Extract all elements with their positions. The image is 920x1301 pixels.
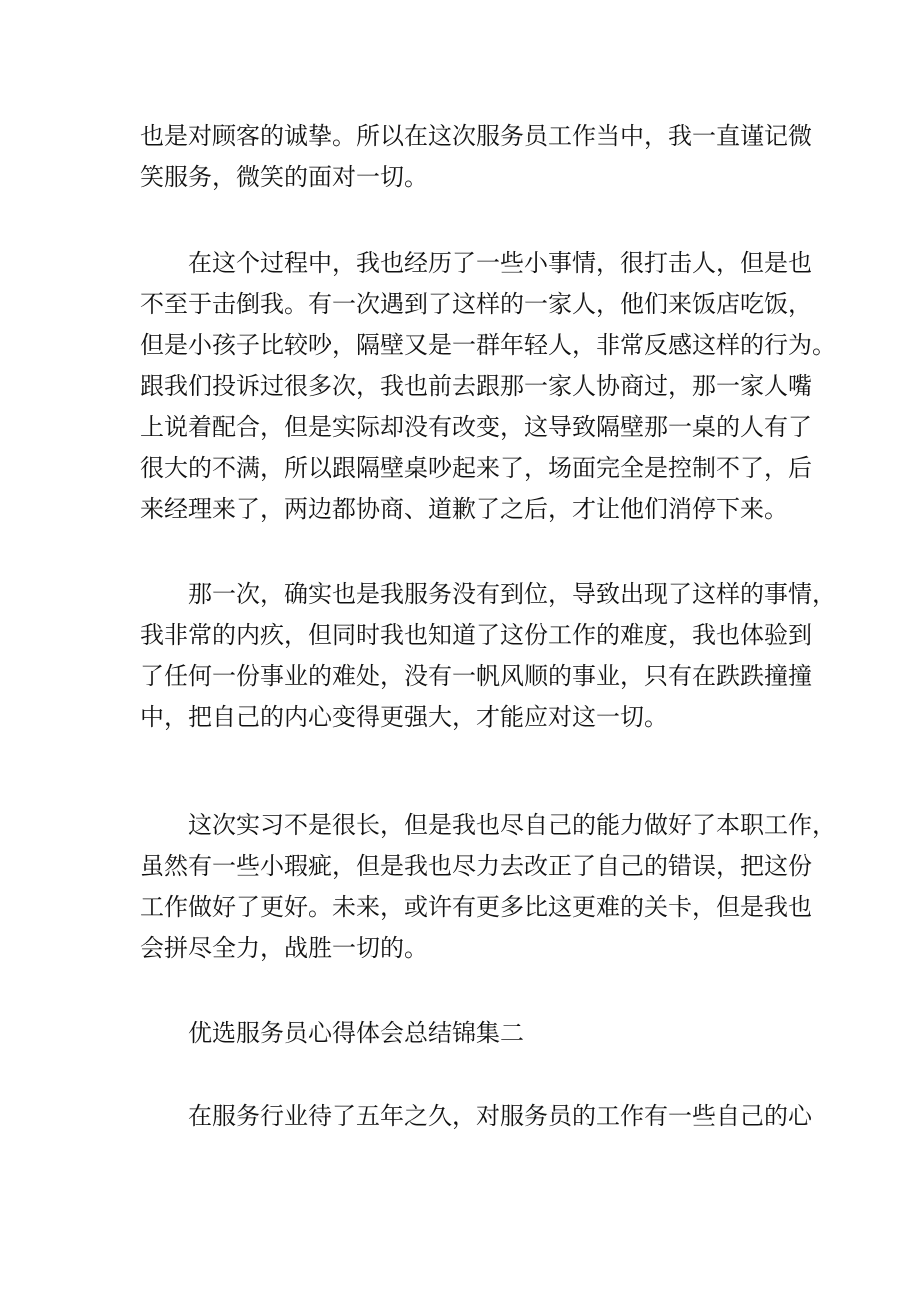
paragraph-line: 了任何一份事业的难处，没有一帆风顺的事业，只有在跌跌撞撞 — [140, 662, 812, 690]
paragraph-line: 笑服务，微笑的面对一切。 — [140, 163, 428, 191]
paragraph-2 — [140, 243, 836, 530]
paragraph-3 — [140, 574, 836, 738]
paragraph-line: 这次实习不是很长，但是我也尽自己的能力做好了本职工作， — [188, 811, 836, 839]
paragraph-line: 中，把自己的内心变得更强大，才能应对这一切。 — [140, 703, 668, 731]
paragraph-line: 我非常的内疚，但同时我也知道了这份工作的难度，我也体验到 — [140, 621, 812, 649]
paragraph-line: 那一次，确实也是我服务没有到位，导致出现了这样的事情， — [188, 580, 836, 608]
section-heading-text: 优选服务员心得体会总结锦集二 — [188, 1019, 524, 1047]
paragraph-line: 在服务行业待了五年之久，对服务员的工作有一些自己的心 — [188, 1102, 812, 1130]
paragraph-line: 在这个过程中，我也经历了一些小事情，很打击人，但是也 — [188, 249, 812, 277]
paragraph-1 — [140, 116, 812, 198]
paragraph-line: 跟我们投诉过很多次，我也前去跟那一家人协商过，那一家人嘴 — [140, 372, 812, 400]
paragraph-line: 很大的不满，所以跟隔壁桌吵起来了，场面完全是控制不了，后 — [140, 454, 812, 482]
paragraph-line: 不至于击倒我。有一次遇到了这样的一家人，他们来饭店吃饭， — [140, 290, 812, 318]
paragraph-line: 但是小孩子比较吵，隔壁又是一群年轻人，非常反感这样的行为。 — [140, 331, 836, 359]
paragraph-line: 工作做好了更好。未来，或许有更多比这更难的关卡，但是我也 — [140, 893, 812, 921]
paragraph-4 — [140, 805, 836, 969]
paragraph-line: 会拼尽全力，战胜一切的。 — [140, 934, 428, 962]
paragraph-line: 来经理来了，两边都协商、道歉了之后，才让他们消停下来。 — [140, 495, 788, 523]
paragraph-line: 也是对顾客的诚挚。所以在这次服务员工作当中，我一直谨记微 — [140, 122, 812, 150]
paragraph-line: 上说着配合，但是实际却没有改变，这导致隔壁那一桌的人有了 — [140, 413, 812, 441]
paragraph-line: 虽然有一些小瑕疵，但是我也尽力去改正了自己的错误，把这份 — [140, 852, 812, 880]
paragraph-5 — [140, 1096, 812, 1137]
section-heading — [140, 1013, 800, 1054]
